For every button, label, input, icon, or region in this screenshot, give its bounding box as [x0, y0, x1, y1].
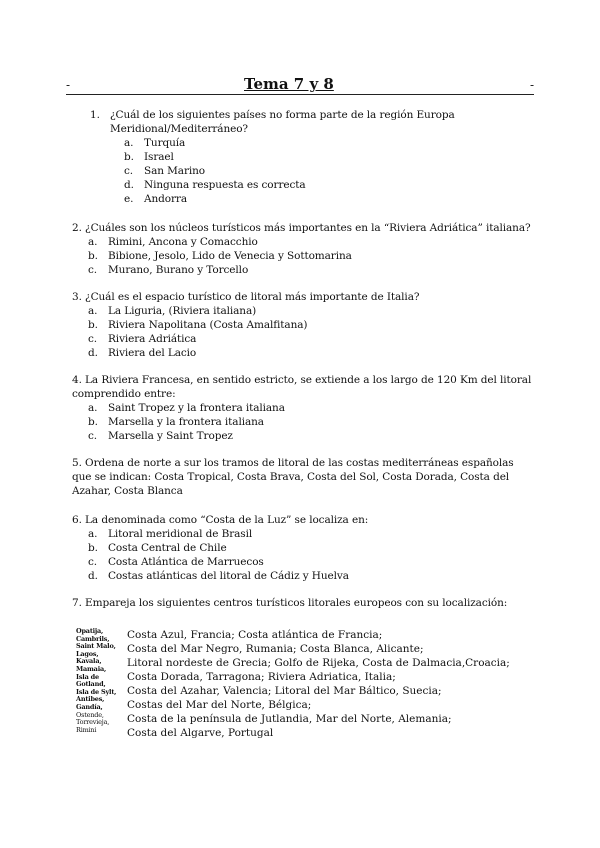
option-mark: b.: [88, 319, 98, 331]
question-4: [72, 373, 532, 443]
option-text: Israel: [144, 151, 174, 163]
option-item: [124, 136, 494, 150]
option-list: [72, 235, 532, 277]
option-mark: c.: [124, 165, 134, 177]
option-mark: c.: [88, 333, 98, 345]
option-item: [88, 415, 532, 429]
location-line: Costa del Azahar, Valencia; Litoral del Mar Báltico, Suecia;: [127, 685, 442, 697]
tourist-center: Ostende,: [76, 710, 104, 719]
tourist-center: Antibes,: [76, 695, 105, 704]
tourist-center: Isla de: [76, 672, 99, 681]
option-list: [94, 136, 494, 206]
question-text: 5. Ordena de norte a sur los tramos de litoral de las costas mediterráneas españolas que se indican: Costa Tropical, Costa Brava, Costa del Sol, Costa Dorada, Costa del Azahar, Costa Blanca: [72, 457, 514, 497]
tourist-center: Opatija,: [76, 627, 104, 635]
option-item: [88, 235, 532, 249]
option-text: Marsella y la frontera italiana: [108, 416, 264, 428]
option-mark: d.: [88, 570, 98, 582]
location-line: Costa de la península de Jutlandia, Mar del Norte, Alemania;: [127, 713, 452, 725]
option-mark: c.: [88, 556, 98, 568]
option-mark: a.: [88, 402, 98, 414]
option-item: [88, 555, 532, 569]
option-text: Bibione, Jesolo, Lido de Venecia y Sottomarina: [108, 250, 352, 262]
option-item: [88, 429, 532, 443]
option-list: [72, 527, 532, 583]
option-text: Costas atlánticas del litoral de Cádiz y Huelva: [108, 570, 349, 582]
question-text: 2. ¿Cuáles son los núcleos turísticos más importantes en la “Riviera Adriática” italiana?: [72, 222, 531, 234]
option-item: [88, 304, 532, 318]
option-item: [88, 569, 532, 583]
option-mark: b.: [88, 250, 98, 262]
option-item: [88, 263, 532, 277]
question-number: 1.: [90, 109, 100, 121]
option-mark: a.: [124, 137, 134, 149]
option-mark: b.: [88, 542, 98, 554]
option-list: [72, 401, 532, 443]
option-text: Rimini, Ancona y Comacchio: [108, 236, 258, 248]
option-item: [124, 192, 494, 206]
option-item: [88, 249, 532, 263]
option-item: [88, 332, 532, 346]
question-1: [90, 108, 494, 206]
question-text: 3. ¿Cuál es el espacio turístico de litoral más importante de Italia?: [72, 291, 420, 303]
option-mark: a.: [88, 305, 98, 317]
option-text: Saint Tropez y la frontera italiana: [108, 402, 285, 414]
option-mark: a.: [88, 236, 98, 248]
option-text: Riviera Napolitana (Costa Amalfitana): [108, 319, 308, 331]
option-text: Turquía: [144, 137, 186, 149]
question-7: [72, 596, 532, 610]
option-item: [124, 178, 494, 192]
question-text: 6. La denominada como “Costa de la Luz” se localiza en:: [72, 514, 369, 526]
tourist-center: Lagos,: [76, 649, 99, 658]
option-item: [88, 401, 532, 415]
question-text: 7. Empareja los siguientes centros turísticos litorales europeos con su localización:: [72, 597, 508, 609]
question-2: [72, 221, 532, 277]
option-text: Litoral meridional de Brasil: [108, 528, 253, 540]
tourist-center: Gotland,: [76, 680, 106, 689]
option-item: [88, 318, 532, 332]
location-line: Costa Dorada, Tarragona; Riviera Adriatica, Italia;: [127, 671, 396, 683]
location-line: Costa del Mar Negro, Rumania; Costa Blanca, Alicante;: [127, 643, 424, 655]
tourist-center: Saint Malo,: [76, 642, 116, 651]
option-text: La Liguria, (Riviera italiana): [108, 305, 257, 317]
option-text: Riviera Adriática: [108, 333, 197, 345]
location-line: Litoral nordeste de Grecia; Golfo de Rijeka, Costa de Dalmacia,Croacia;: [127, 657, 510, 669]
location-line: Costa del Algarve, Portugal: [127, 727, 274, 739]
tourist-center: Torrevieja,: [76, 718, 110, 727]
option-item: [124, 164, 494, 178]
page-header: [66, 74, 534, 95]
page-title: Tema 7 y 8: [244, 75, 334, 93]
question-5: [72, 456, 532, 498]
option-item: [88, 527, 532, 541]
option-mark: d.: [124, 179, 134, 191]
option-text: Costa Central de Chile: [108, 542, 227, 554]
option-item: [124, 150, 494, 164]
locations-list: [127, 628, 527, 740]
option-text: Andorra: [144, 193, 187, 205]
location-line: Costa Azul, Francia; Costa atlántica de Francia;: [127, 629, 383, 641]
tourist-center: Kavala,: [76, 657, 102, 666]
tourist-center: Cambrils,: [76, 634, 110, 643]
tourist-center: Isla de Sylt,: [76, 687, 117, 696]
question-3: [72, 290, 532, 360]
question-text: ¿Cuál de los siguientes países no forma parte de la región Europa Meridional/Mediterráneo?: [110, 109, 455, 135]
tourist-center: Rimini: [76, 725, 97, 734]
option-mark: a.: [88, 528, 98, 540]
tourist-centers-list: [76, 628, 124, 734]
option-item: [88, 541, 532, 555]
question-text: 4. La Riviera Francesa, en sentido estricto, se extiende a los largo de 120 Km del litoral comprendido entre:: [72, 374, 532, 400]
option-text: San Marino: [144, 165, 206, 177]
question-6: [72, 513, 532, 583]
tourist-center: Gandía,: [76, 702, 103, 711]
option-mark: c.: [88, 430, 98, 442]
option-item: [88, 346, 532, 360]
option-list: [72, 304, 532, 360]
header-right-mark: -: [529, 78, 534, 92]
tourist-center: Mamaia,: [76, 664, 107, 673]
option-text: Murano, Burano y Torcello: [108, 264, 249, 276]
option-mark: c.: [88, 264, 98, 276]
option-mark: d.: [88, 347, 98, 359]
option-text: Marsella y Saint Tropez: [108, 430, 233, 442]
option-text: Ninguna respuesta es correcta: [144, 179, 306, 191]
location-line: Costas del Mar del Norte, Bélgica;: [127, 699, 312, 711]
option-mark: b.: [124, 151, 134, 163]
option-mark: b.: [88, 416, 98, 428]
header-left-mark: -: [66, 78, 71, 92]
option-text: Costa Atlántica de Marruecos: [108, 556, 264, 568]
option-text: Riviera del Lacio: [108, 347, 197, 359]
option-mark: e.: [124, 193, 134, 205]
